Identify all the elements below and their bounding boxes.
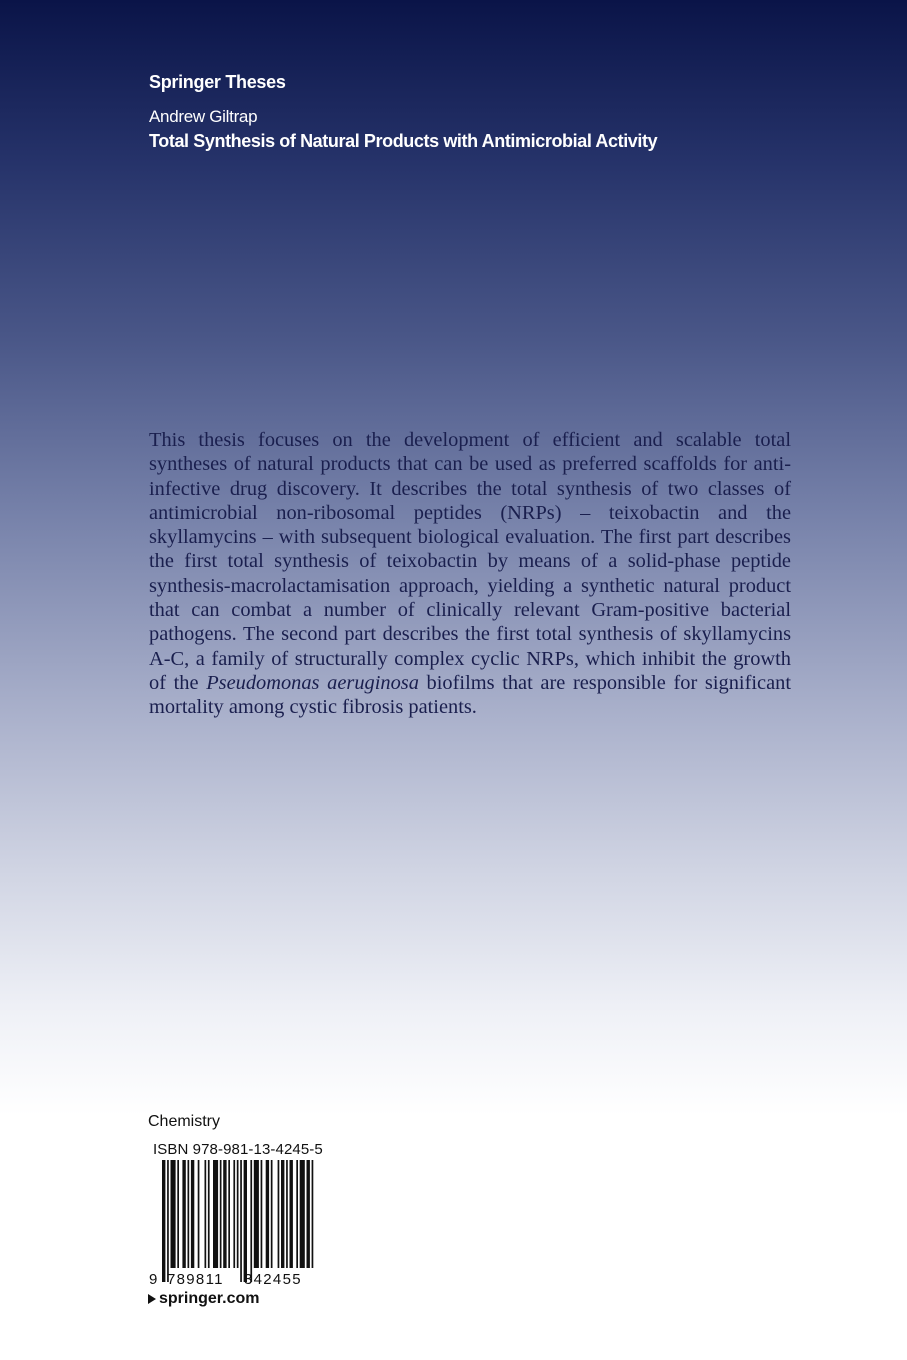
- barcode-bar: [213, 1160, 218, 1268]
- barcode-bar: [244, 1160, 247, 1282]
- barcode-bar: [162, 1160, 165, 1282]
- abstract-part-2: biofilms that are responsible for significant mortality among cystic fibrosis patients.: [149, 671, 791, 719]
- website-link[interactable]: [148, 1290, 259, 1308]
- barcode-bar: [233, 1160, 235, 1268]
- barcode-bar: [188, 1160, 190, 1268]
- barcode-bar: [254, 1160, 259, 1268]
- barcode-bar: [281, 1160, 284, 1268]
- barcode-bar: [261, 1160, 263, 1268]
- barcode-bar: [182, 1160, 185, 1268]
- barcode-bar: [278, 1160, 280, 1268]
- arrow-right-icon: [148, 1294, 156, 1304]
- barcode-bar: [205, 1160, 207, 1268]
- barcode-bar: [220, 1160, 222, 1268]
- barcode-bar: [237, 1160, 239, 1268]
- barcode-lead-digit: 9: [149, 1271, 158, 1288]
- barcode-bar: [228, 1160, 230, 1268]
- barcode-bar: [307, 1160, 310, 1268]
- barcode-bar: [296, 1160, 298, 1268]
- barcode-bar: [240, 1160, 242, 1282]
- barcode-icon: [148, 1160, 316, 1288]
- isbn-text: ISBN 978-981-13-4245-5: [153, 1141, 323, 1158]
- barcode-bar: [300, 1160, 305, 1268]
- barcode-bar: [286, 1160, 288, 1268]
- website-text: springer.com: [159, 1290, 260, 1307]
- author-name: Andrew Giltrap: [149, 107, 258, 126]
- subject-category: Chemistry: [148, 1113, 221, 1130]
- abstract-text: [149, 428, 791, 720]
- book-title: Total Synthesis of Natural Products with Antimicrobial Activity: [149, 131, 658, 151]
- barcode-bar: [312, 1160, 314, 1268]
- abstract-part-1: This thesis focuses on the development of efficient and scalable total syntheses of natural products that can be used as preferred scaffolds for anti-infective drug discovery. It describes the total synthesis of two classes of antimicrobial non-ribosomal peptides (NRPs) – teixobactin and the skyllamycins – with subsequent biological evaluation. The first part describes the first total synthesis of teixobactin by means of a solid-phase peptide synthesis-macrolactamisation approach, yielding a synthetic natural product that can combat a number of clinically relevant Gram-positive bacterial pathogens. The second part describes the first total synthesis of skyllamycins A-C, a family of structurally complex cyclic NRPs, which inhibit the growth of the: [149, 429, 791, 694]
- barcode-bar: [271, 1160, 273, 1268]
- barcode-bar: [266, 1160, 269, 1268]
- barcode-bar: [171, 1160, 176, 1268]
- barcode-bar: [198, 1160, 200, 1268]
- abstract-italic-species: Pseudomonas aeruginosa: [206, 671, 419, 694]
- barcode-left-digits: 789811: [167, 1271, 224, 1288]
- barcode-bar: [177, 1160, 179, 1268]
- barcode-bar: [167, 1160, 169, 1282]
- barcode-bar: [191, 1160, 194, 1268]
- barcode-bar: [250, 1160, 252, 1282]
- barcode-right-digits: 342455: [244, 1271, 302, 1288]
- barcode-bar: [208, 1160, 210, 1268]
- barcode-bar: [223, 1160, 226, 1268]
- series-name: Springer Theses: [149, 72, 286, 92]
- barcode-bars: [162, 1160, 316, 1282]
- barcode-bar: [290, 1160, 293, 1268]
